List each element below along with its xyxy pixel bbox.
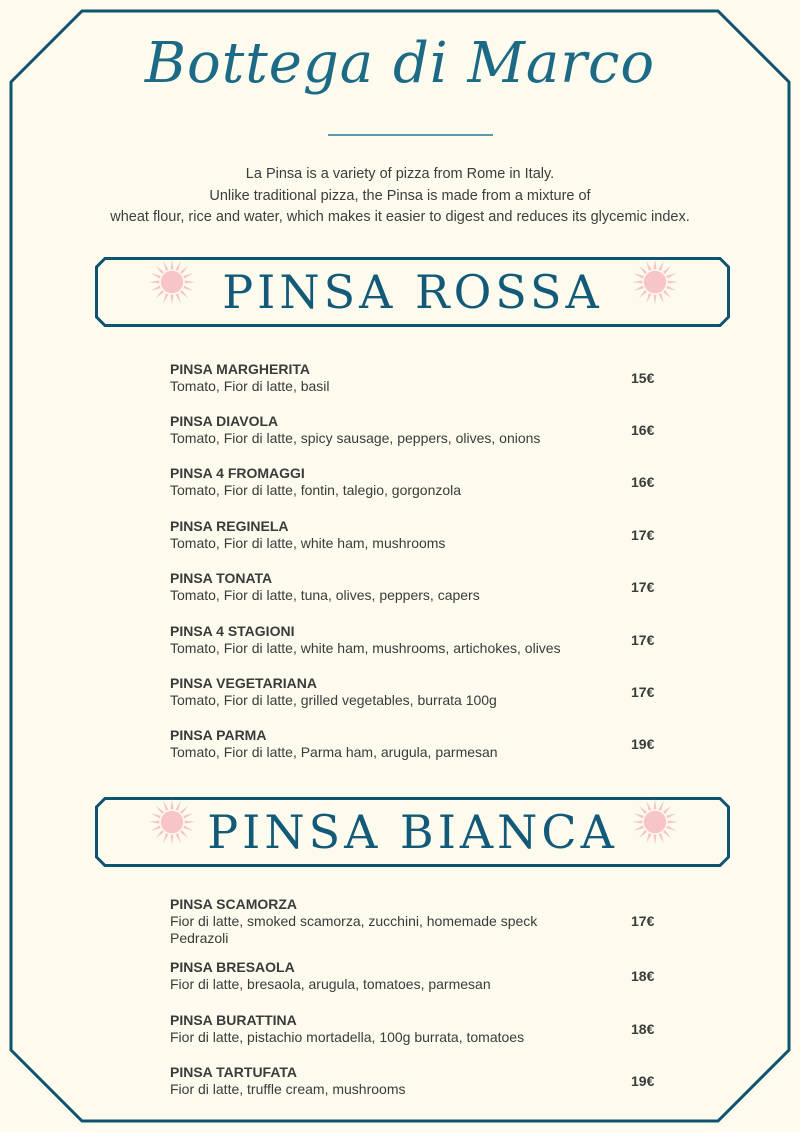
item-price: 19€ <box>631 736 655 752</box>
item-price: 19€ <box>631 1073 655 1089</box>
menu-item <box>170 623 670 657</box>
item-name: PINSA TARTUFATA <box>170 1064 298 1080</box>
menu-item <box>170 896 670 947</box>
item-price: 18€ <box>631 968 655 984</box>
menu-item <box>170 570 670 604</box>
item-price: 17€ <box>631 579 655 595</box>
sun-icon <box>630 797 680 847</box>
menu-item <box>170 1012 670 1046</box>
section-title: PINSA ROSSA <box>222 265 603 319</box>
item-description: Tomato, Fior di latte, grilled vegetables, burrata 100g <box>170 692 497 708</box>
item-name: PINSA VEGETARIANA <box>170 675 318 691</box>
item-price: 17€ <box>631 632 655 648</box>
menu-item <box>170 413 670 447</box>
item-name: PINSA TONATA <box>170 570 273 586</box>
menu-item <box>170 675 670 709</box>
item-description: Fior di latte, bresaola, arugula, tomatoes, parmesan <box>170 976 491 992</box>
item-name: PINSA MARGHERITA <box>170 361 310 377</box>
menu-item <box>170 1064 670 1098</box>
item-description: Tomato, Fior di latte, Parma ham, arugula, parmesan <box>170 744 498 760</box>
menu-item <box>170 361 670 395</box>
restaurant-logo: Bottega di Marco <box>144 31 656 96</box>
item-price: 17€ <box>631 527 655 543</box>
item-name: PINSA SCAMORZA <box>170 896 298 912</box>
intro-line: Unlike traditional pizza, the Pinsa is made from a mixture of <box>209 187 591 204</box>
menu-item <box>170 959 670 993</box>
item-price: 16€ <box>631 474 655 490</box>
item-name: PINSA DIAVOLA <box>170 413 279 429</box>
menu-item <box>170 727 670 761</box>
section-banner-bianca <box>95 797 730 867</box>
item-price: 15€ <box>631 370 655 386</box>
item-price: 17€ <box>631 913 655 929</box>
section-banner-rossa <box>95 257 730 327</box>
item-name: PINSA BRESAOLA <box>170 959 295 975</box>
item-description: Tomato, Fior di latte, white ham, mushrooms, artichokes, olives <box>170 640 561 656</box>
menu-item <box>170 518 670 552</box>
sun-icon <box>630 257 680 307</box>
intro-line: La Pinsa is a variety of pizza from Rome in Italy. <box>245 166 555 182</box>
item-description: Fior di latte, pistachio mortadella, 100g burrata, tomatoes <box>170 1029 525 1045</box>
item-description: Tomato, Fior di latte, fontin, talegio, gorgonzola <box>170 482 462 498</box>
item-name: PINSA 4 STAGIONI <box>170 623 295 639</box>
item-description: Fior di latte, truffle cream, mushrooms <box>170 1081 406 1097</box>
logo-underline <box>328 134 493 136</box>
menu-item <box>170 465 670 499</box>
item-description: Fior di latte, smoked scamorza, zucchini, homemade speck Pedrazoli <box>170 913 538 946</box>
item-name: PINSA PARMA <box>170 727 267 743</box>
intro-text <box>60 164 740 229</box>
item-price: 17€ <box>631 684 655 700</box>
item-description: Tomato, Fior di latte, spicy sausage, peppers, olives, onions <box>170 430 541 446</box>
item-description: Tomato, Fior di latte, white ham, mushrooms <box>170 535 446 551</box>
item-name: PINSA 4 FROMAGGI <box>170 465 305 481</box>
item-description: Tomato, Fior di latte, basil <box>170 378 330 394</box>
item-price: 18€ <box>631 1021 655 1037</box>
item-price: 16€ <box>631 422 655 438</box>
intro-line: wheat flour, rice and water, which makes it easier to digest and reduces its glycemic index. <box>110 209 690 225</box>
item-name: PINSA BURATTINA <box>170 1012 297 1028</box>
item-name: PINSA REGINELA <box>170 518 289 534</box>
item-description: Tomato, Fior di latte, tuna, olives, peppers, capers <box>170 587 480 603</box>
section-title: PINSA BIANCA <box>207 805 618 859</box>
